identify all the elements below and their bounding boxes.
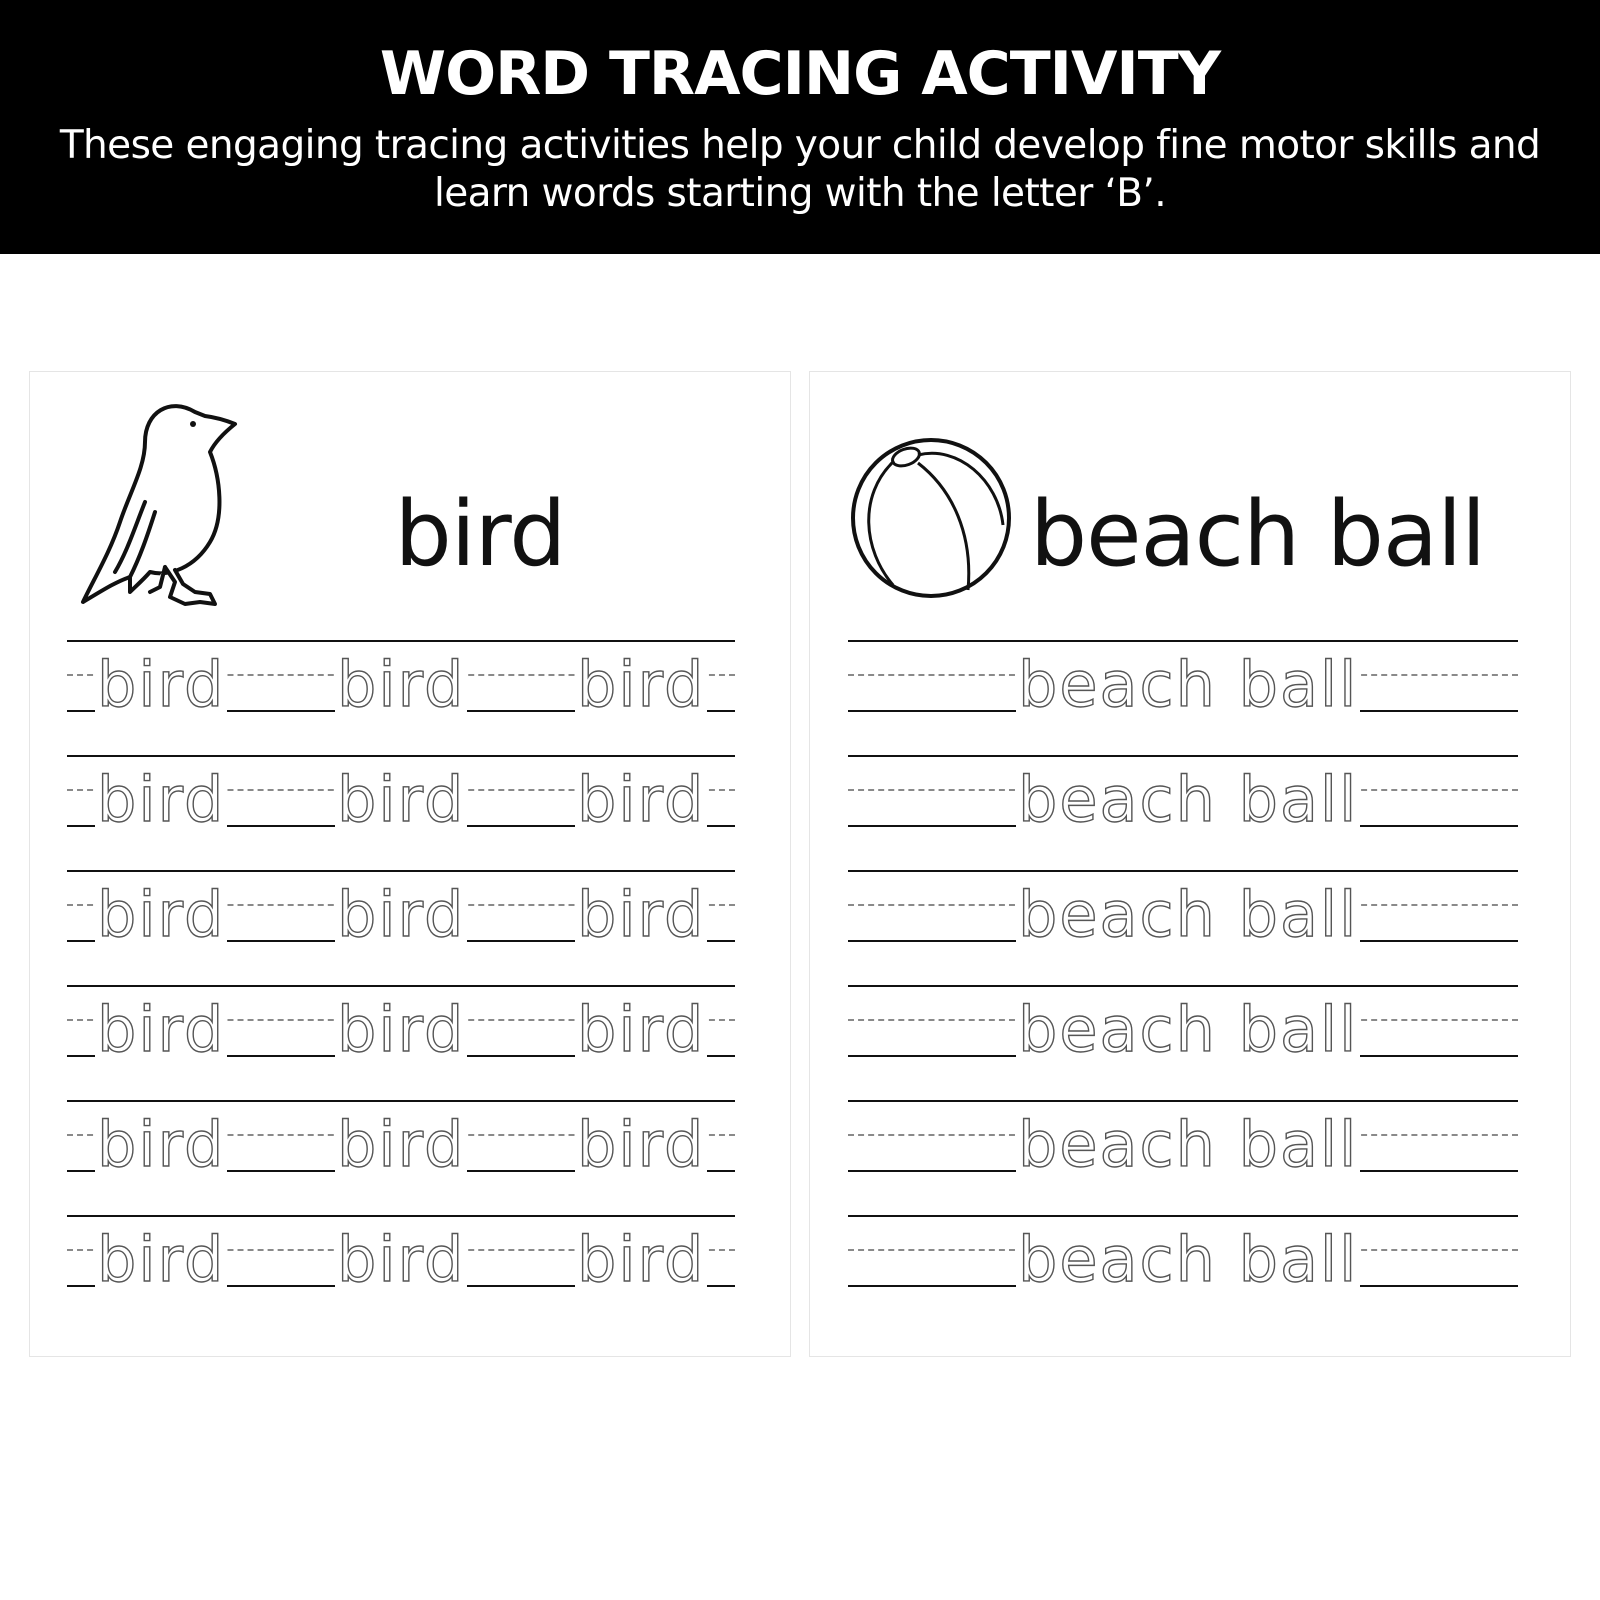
trace-word: bird (337, 1108, 466, 1181)
trace-word: bird (577, 1223, 706, 1296)
trace-word: bird (337, 993, 466, 1066)
trace-word: bird (97, 648, 226, 721)
bird-icon (75, 392, 245, 622)
trace-word: bird (577, 993, 706, 1066)
tracing-row (67, 1215, 735, 1296)
tracing-row (67, 640, 735, 721)
guide-line-top (848, 640, 1518, 642)
trace-word: bird (337, 878, 466, 951)
tracing-row (67, 985, 735, 1066)
tracing-row (848, 870, 1518, 951)
trace-word: bird (577, 878, 706, 951)
tracing-row (67, 870, 735, 951)
guide-line-top (848, 985, 1518, 987)
page-title: WORD TRACING ACTIVITY (379, 39, 1221, 109)
tracing-row (67, 755, 735, 836)
guide-line-top (67, 1215, 735, 1217)
trace-word: beach ball (1018, 1108, 1359, 1181)
trace-word: beach ball (1018, 878, 1359, 951)
trace-word: bird (577, 763, 706, 836)
tracing-row (848, 640, 1518, 721)
tracing-row (67, 1100, 735, 1181)
header-banner (0, 0, 1600, 254)
trace-word: beach ball (1018, 993, 1359, 1066)
guide-line-top (848, 755, 1518, 757)
trace-word: bird (97, 1223, 226, 1296)
tracing-row (848, 985, 1518, 1066)
trace-word: bird (577, 1108, 706, 1181)
heading-word-bird: bird (394, 482, 566, 587)
guide-line-top (67, 640, 735, 642)
guide-line-top (67, 870, 735, 872)
trace-word: beach ball (1018, 763, 1359, 836)
trace-word: bird (337, 1223, 466, 1296)
guide-line-top (67, 985, 735, 987)
trace-word: bird (337, 648, 466, 721)
guide-line-top (848, 1215, 1518, 1217)
trace-word: beach ball (1018, 1223, 1359, 1296)
trace-word: bird (577, 648, 706, 721)
trace-word: bird (97, 878, 226, 951)
trace-word: beach ball (1018, 648, 1359, 721)
guide-line-top (67, 755, 735, 757)
trace-word: bird (97, 993, 226, 1066)
tracing-row (848, 755, 1518, 836)
trace-word: bird (97, 1108, 226, 1181)
guide-line-top (67, 1100, 735, 1102)
page-subtitle: These engaging tracing activities help your child develop fine motor skills and learn words starting with the letter ‘B’. (59, 123, 1541, 216)
guide-line-top (848, 1100, 1518, 1102)
trace-word: bird (97, 763, 226, 836)
tracing-row (848, 1100, 1518, 1181)
tracing-row (848, 1215, 1518, 1296)
trace-word: bird (337, 763, 466, 836)
guide-line-top (848, 870, 1518, 872)
heading-word-beach-ball: beach ball (1030, 482, 1486, 587)
beach-ball-icon (848, 435, 1014, 601)
